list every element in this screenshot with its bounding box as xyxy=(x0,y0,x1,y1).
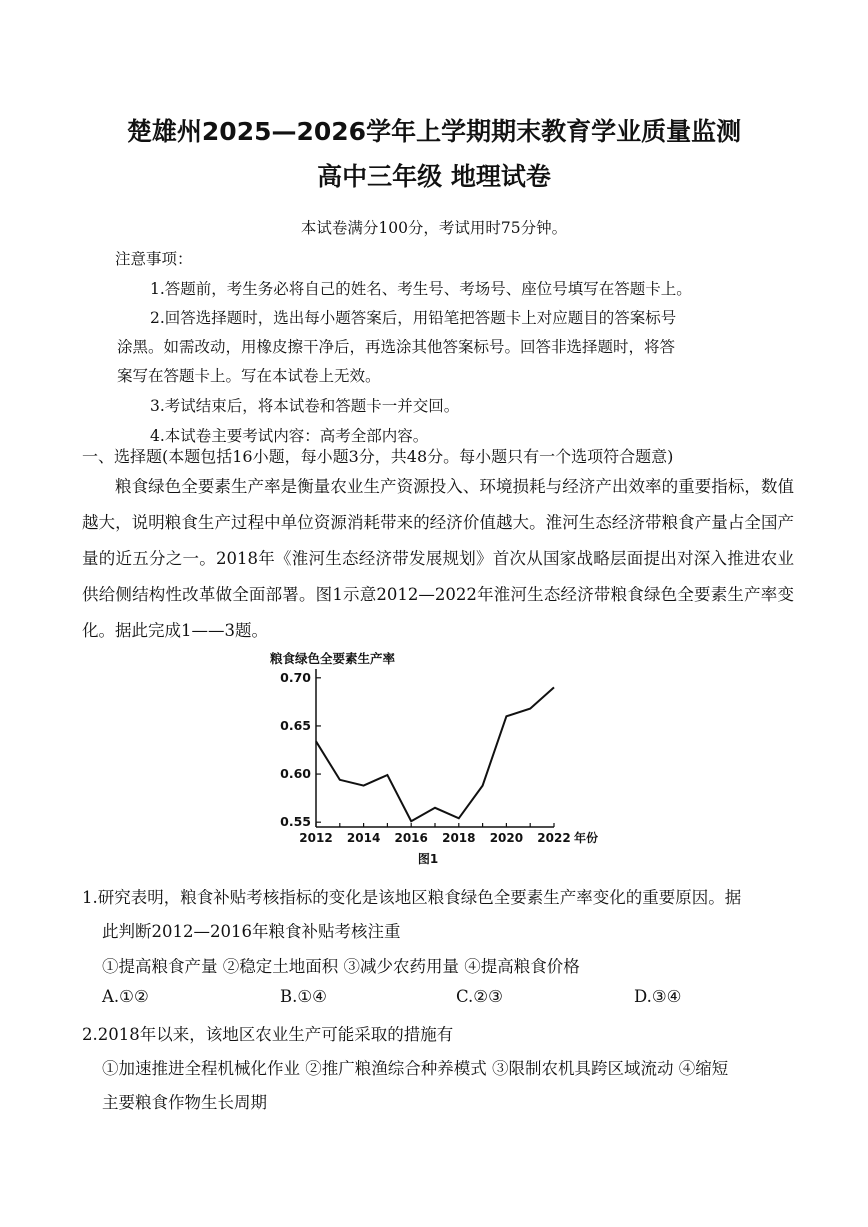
y-tick-label: 0.60 xyxy=(280,766,311,782)
x-tick-label: 2020 xyxy=(489,831,524,845)
x-ticks xyxy=(299,823,570,845)
notice-item-1: 1.答题前，考生务必将自己的姓名、考生号、考场号、座位号填写在答题卡上。 xyxy=(150,280,692,298)
q2-stem: 2.2018年以来，该地区农业生产可能采取的措施有 xyxy=(82,1025,454,1044)
q1-option-d[interactable]: D.③④ xyxy=(634,987,682,1006)
notice-item-2-cont: 涂黑。如需改动，用橡皮擦干净后，再选涂其他答案标号。回答非选择题时，将答 xyxy=(117,338,676,356)
x-tick-label: 2022 xyxy=(537,831,571,845)
q1-stem-cont: 此判断2012—2016年粮食补贴考核注重 xyxy=(102,922,401,941)
q2-items-cont: 主要粮食作物生长周期 xyxy=(102,1093,267,1112)
y-tick-label: 0.55 xyxy=(280,814,311,830)
passage: 粮食绿色全要素生产率是衡量农业生产资源投入、环境损耗与经济产出效率的重要指标，数值越大，说明粮食生产过程中单位资源消耗带来的经济价值越大。淮河生态经济带粮食产量占全国产量的近五分之一。2018年《淮河生态经济带发展规划》首次从国家战略层面提出对深入推进农业供给侧结构性改革做全面部署。图1示意2012—2022年淮河生态经济带粮食绿色全要素生产率变化。据此完成1——3题。 xyxy=(82,477,794,640)
y-ticks xyxy=(280,670,321,829)
series-line xyxy=(316,687,554,821)
exam-title: 楚雄州2025—2026学年上学期期末教育学业质量监测 xyxy=(126,117,742,146)
notice-item-3: 3.考试结束后，将本试卷和答题卡一并交回。 xyxy=(150,397,460,415)
notice-item-2: 2.回答选择题时，选出每小题答案后，用铅笔把答题卡上对应题目的答案标号 xyxy=(150,309,677,327)
q1-option-b[interactable]: B.①④ xyxy=(280,987,327,1006)
notice-heading: 注意事项： xyxy=(115,250,193,268)
figure-caption: 图1 xyxy=(417,852,439,866)
q1-option-c[interactable]: C.②③ xyxy=(456,987,503,1006)
exam-subtitle: 高中三年级 地理试卷 xyxy=(317,162,551,191)
chart-title: 粮食绿色全要素生产率 xyxy=(270,651,396,666)
y-tick-label: 0.65 xyxy=(280,717,311,733)
y-tick-label: 0.70 xyxy=(280,669,311,685)
x-tick-label: 2012 xyxy=(299,831,333,845)
notice-item-2-end: 案写在答题卡上。写在本试卷上无效。 xyxy=(117,367,381,385)
notice-item-4: 4.本试卷主要考试内容：高考全部内容。 xyxy=(150,427,429,445)
q1-option-a[interactable]: A.①② xyxy=(102,987,149,1006)
exam-info: 本试卷满分100分，考试用时75分钟。 xyxy=(300,219,568,237)
x-tick-label: 2018 xyxy=(442,831,476,845)
x-tick-label: 2014 xyxy=(346,831,381,845)
x-tick-label: 2016 xyxy=(394,831,428,845)
q1-stem: 1.研究表明，粮食补贴考核指标的变化是该地区粮食绿色全要素生产率变化的重要原因。据 xyxy=(82,888,742,907)
q2-items: ①加速推进全程机械化作业 ②推广粮渔综合种养模式 ③限制农机具跨区域流动 ④缩短 xyxy=(102,1059,729,1078)
x-axis-label: 年份 xyxy=(574,831,599,845)
productivity-line-chart xyxy=(262,645,612,870)
q1-items: ①提高粮食产量 ②稳定土地面积 ③减少农药用量 ④提高粮食价格 xyxy=(102,957,580,976)
section-heading: 一、选择题(本题包括16小题，每小题3分，共48分。每小题只有一个选项符合题意) xyxy=(82,447,674,466)
